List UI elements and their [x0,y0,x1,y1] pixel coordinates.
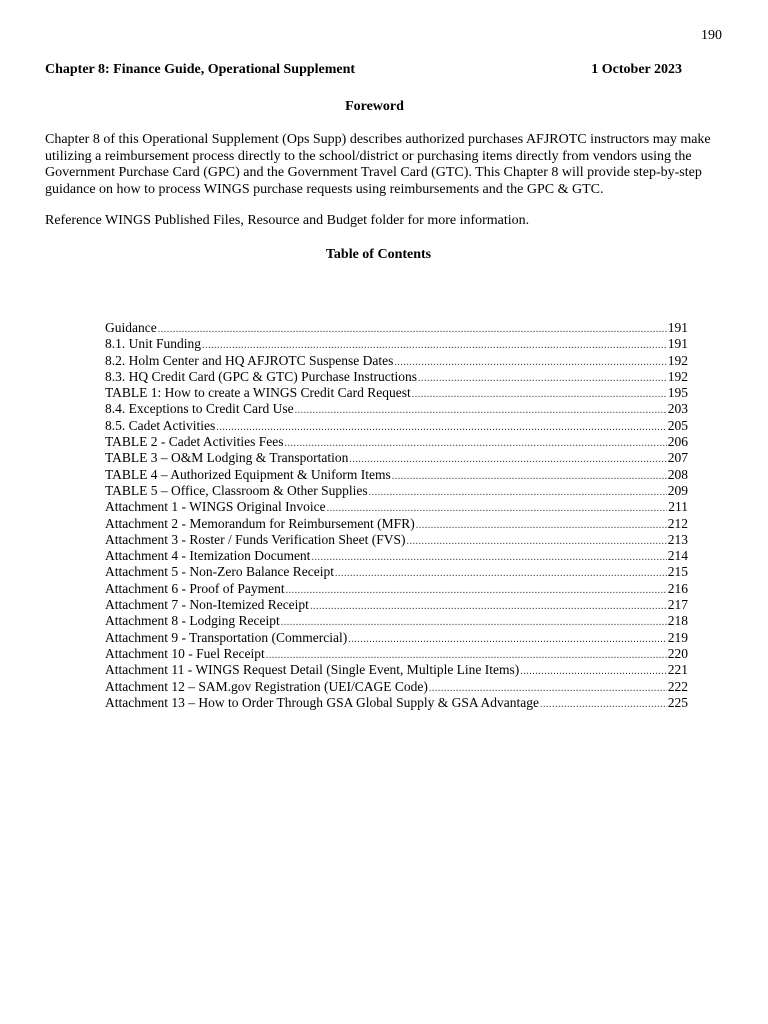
page-number: 190 [701,28,722,43]
toc-entry[interactable] [105,320,688,336]
toc-entry-page: 221 [667,662,688,678]
toc-entry-label: Attachment 10 - Fuel Receipt [105,645,265,661]
toc-entry[interactable] [105,532,688,548]
toc-entry-label: 8.1. Unit Funding [105,336,202,352]
toc-entry-label: Attachment 3 - Roster / Funds Verification Sheet (FVS) [105,531,406,547]
toc-entry-page: 191 [667,320,688,335]
toc-title: Table of Contents [325,247,432,262]
toc-entry[interactable] [105,336,688,352]
toc-entry-label: Attachment 9 - Transportation (Commercial) [105,629,348,645]
toc-entry-page: 203 [667,401,688,417]
toc-entry[interactable] [105,679,688,695]
toc-entry-label: TABLE 2 - Cadet Activities Fees [105,434,284,450]
toc-entry[interactable] [105,353,688,369]
toc-entry-page: 225 [667,694,688,710]
toc-entry-page: 218 [667,613,688,629]
toc-entry-label: 8.4. Exceptions to Credit Card Use [105,401,294,417]
page-header [45,62,682,78]
toc-entry-label: Attachment 7 - Non-Itemized Receipt [105,597,309,613]
toc-entry[interactable] [105,401,688,417]
toc-entry-label: Attachment 6 - Proof of Payment [105,580,285,596]
toc-entry-page: 219 [667,629,688,645]
toc-entry[interactable] [105,646,688,662]
toc-entry[interactable] [105,483,688,499]
toc-entry-label: Attachment 11 - WINGS Request Detail (Single Event, Multiple Line Items) [105,662,520,678]
toc-entry-label: Guidance [105,320,157,335]
header-date: 1 October 2023 [591,62,682,77]
toc-entry-label: Attachment 4 - Itemization Document [105,548,311,564]
toc-entry-page: 195 [667,385,688,401]
toc-entry-label: TABLE 3 – O&M Lodging & Transportation [105,450,349,466]
toc-entry-label: TABLE 5 – Office, Classroom & Other Supplies [105,482,368,498]
toc-entry-label: Attachment 1 - WINGS Original Invoice [105,499,326,515]
toc-entry-label: Attachment 12 – SAM.gov Registration (UEI/CAGE Code) [105,678,428,694]
toc-entry[interactable] [105,450,688,466]
foreword-title: Foreword [345,99,404,114]
toc-entry-page: 209 [667,482,688,498]
table-of-contents [105,320,688,711]
toc-entry-page: 217 [667,597,688,613]
toc-entry-page: 212 [667,515,688,531]
toc-entry-label: Attachment 8 - Lodging Receipt [105,613,280,629]
toc-entry-label: 8.2. Holm Center and HQ AFJROTC Suspense Dates [105,352,394,368]
toc-entry-page: 220 [667,645,688,661]
toc-entry[interactable] [105,499,688,515]
toc-entry[interactable] [105,581,688,597]
toc-entry-page: 206 [667,434,688,450]
toc-entry[interactable] [105,434,688,450]
toc-entry-page: 211 [668,499,688,515]
toc-entry[interactable] [105,548,688,564]
toc-entry-label: 8.3. HQ Credit Card (GPC & GTC) Purchase Instructions [105,368,417,384]
toc-entry-label: 8.5. Cadet Activities [105,417,216,433]
toc-entry[interactable] [105,516,688,532]
toc-entry-label: TABLE 1: How to create a WINGS Credit Card Request [105,385,411,401]
toc-entry[interactable] [105,418,688,434]
toc-entry[interactable] [105,369,688,385]
toc-entry-page: 214 [667,548,688,564]
toc-entry-page: 208 [667,466,688,482]
toc-entry[interactable] [105,630,688,646]
toc-entry[interactable] [105,597,688,613]
toc-entry-page: 215 [667,564,688,580]
chapter-title: Chapter 8: Finance Guide, Operational Supplement [45,62,356,77]
toc-entry-page: 213 [667,531,688,547]
toc-entry[interactable] [105,467,688,483]
toc-entry-label: Attachment 2 - Memorandum for Reimbursement (MFR) [105,515,415,531]
toc-entry-page: 222 [667,678,688,694]
toc-entry[interactable] [105,564,688,580]
toc-entry[interactable] [105,695,688,711]
toc-dot-leader [540,695,667,713]
toc-entry-page: 192 [667,368,688,384]
reference-note: Reference WINGS Published Files, Resource and Budget folder for more information. [45,213,530,228]
toc-entry-page: 205 [667,417,688,433]
toc-entry-page: 216 [667,580,688,596]
toc-entry-label: TABLE 4 – Authorized Equipment & Uniform Items [105,466,391,482]
toc-entry-page: 192 [667,352,688,368]
toc-entry[interactable] [105,385,688,401]
toc-entry-label: Attachment 13 – How to Order Through GSA Global Supply & GSA Advantage [105,694,539,710]
foreword-body: Chapter 8 of this Operational Supplement (Ops Supp) describes authorized purchases AFJROTC instructors may make utilizing a reimbursement process directly to the school/district or purchasing items directly from vendors using the Government Purchase Card (GPC) and the Government Travel Card (GTC). This Chapter 8 will provide step-by-step guidance on how to process WINGS purchase requests using reimbursements and the GPC & GTC. [45,132,711,197]
toc-entry-label: Attachment 5 - Non-Zero Balance Receipt [105,564,335,580]
toc-entry-page: 191 [667,336,688,352]
toc-entry[interactable] [105,662,688,678]
toc-entry[interactable] [105,613,688,629]
toc-entry-page: 207 [667,450,688,466]
